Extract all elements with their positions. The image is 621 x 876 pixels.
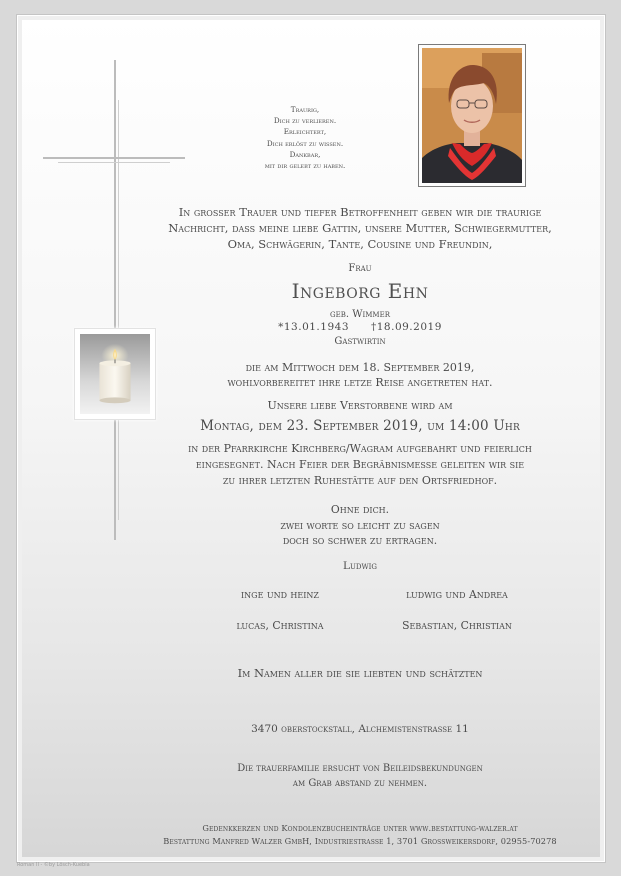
memorial-quote [230,104,380,171]
passing-line: die am Mittwoch dem 18. September 2019, [245,361,475,374]
quote-line: Dankbar, [289,149,321,159]
quote-line: Erleichtert, [283,127,327,137]
intro-line: In grosser Trauer und tiefer Betroffenheit geben wir die traurige [178,205,542,219]
request-line: Die trauerfamilie ersucht von Beileidsbekundungen [237,763,483,774]
ceremony-lead: Unsere liebe Verstorbene wird am [267,399,453,412]
birth-name: geb. Wimmer [330,309,390,320]
deceased-name: Ingeborg Ehn [291,279,429,303]
intro-line: Nachricht, dass meine liebe Gattin, unsere Mutter, Schwiegermutter, [168,220,552,235]
passing-notice [160,360,560,390]
salutation: Frau [348,263,372,274]
family-entry: Sebastian, Christian [402,619,512,632]
cross-horizontal-bar [43,157,185,159]
poem-line: Ohne dich. [330,503,390,516]
family-address: 3470 oberstockstall, Alchemistenstrasse 11 [251,723,469,735]
ceremony-line: eingesegnet. Nach Feier der Begräbnismesse geleiten wir sie [195,457,525,471]
poem-line: doch so schwer zu ertragen. [282,534,438,548]
candle-image [74,328,156,420]
family-entry: inge und heinz [241,588,319,601]
occupation: Gastwirtin [334,336,386,347]
family-entry: ludwig und Andrea [406,588,508,601]
design-credit: Roman II - ©by Lösch-Kuebla [17,862,90,868]
cross-horizontal-bar-inner [58,162,170,163]
condolence-request [170,761,550,791]
request-line: am Grab abstand zu nehmen. [292,778,428,789]
ceremony-date: Montag, dem 23. September 2019, um 14:00 Uhr [200,418,520,434]
life-dates [240,321,480,333]
spouse-name: Ludwig [342,560,378,572]
family-entry: lucas, Christina [236,619,324,632]
ceremony-line: in der Pfarrkirche Kirchberg/Wagram aufgebahrt und feierlich [188,442,532,455]
passing-line: wohlvorbereitet ihre letze Reise angetreten hat. [227,376,493,389]
death-date: †18.09.2019 [371,321,442,333]
announcement-intro [140,205,580,252]
poem [200,502,520,549]
quote-line: Traurig, [290,105,320,114]
poem-line: zwei worte so leicht zu sagen [280,518,440,532]
portrait-photo [418,44,526,187]
footer-website-line: Gedenkkerzen und Kondolenzbucheinträge unter www.bestattung-walzer.at [202,823,518,833]
footer-company-line: Bestattung Manfred Walzer GmbH, Industriestrasse 1, 3701 Grossweikersdorf, 02955-70278 [163,836,557,846]
intro-line: Oma, Schwägerin, Tante, Cousine und Freundin, [227,236,493,251]
quote-line: Dich zu verlieren. [273,116,337,126]
quote-line: Dich erlöst zu wissen. [266,138,344,148]
quote-line: mit dir gelebt zu haben. [264,161,346,171]
cross-vertical-bar-inner [118,100,119,520]
ceremony-line: zu ihrer letzten Ruhestätte auf den Ortsfriedhof. [222,473,498,487]
birth-date: *13.01.1943 [278,321,349,333]
cross-vertical-bar [114,60,116,540]
ceremony-details [140,441,580,488]
closing-line: Im Namen aller die sie liebten und schätzten [237,666,483,680]
